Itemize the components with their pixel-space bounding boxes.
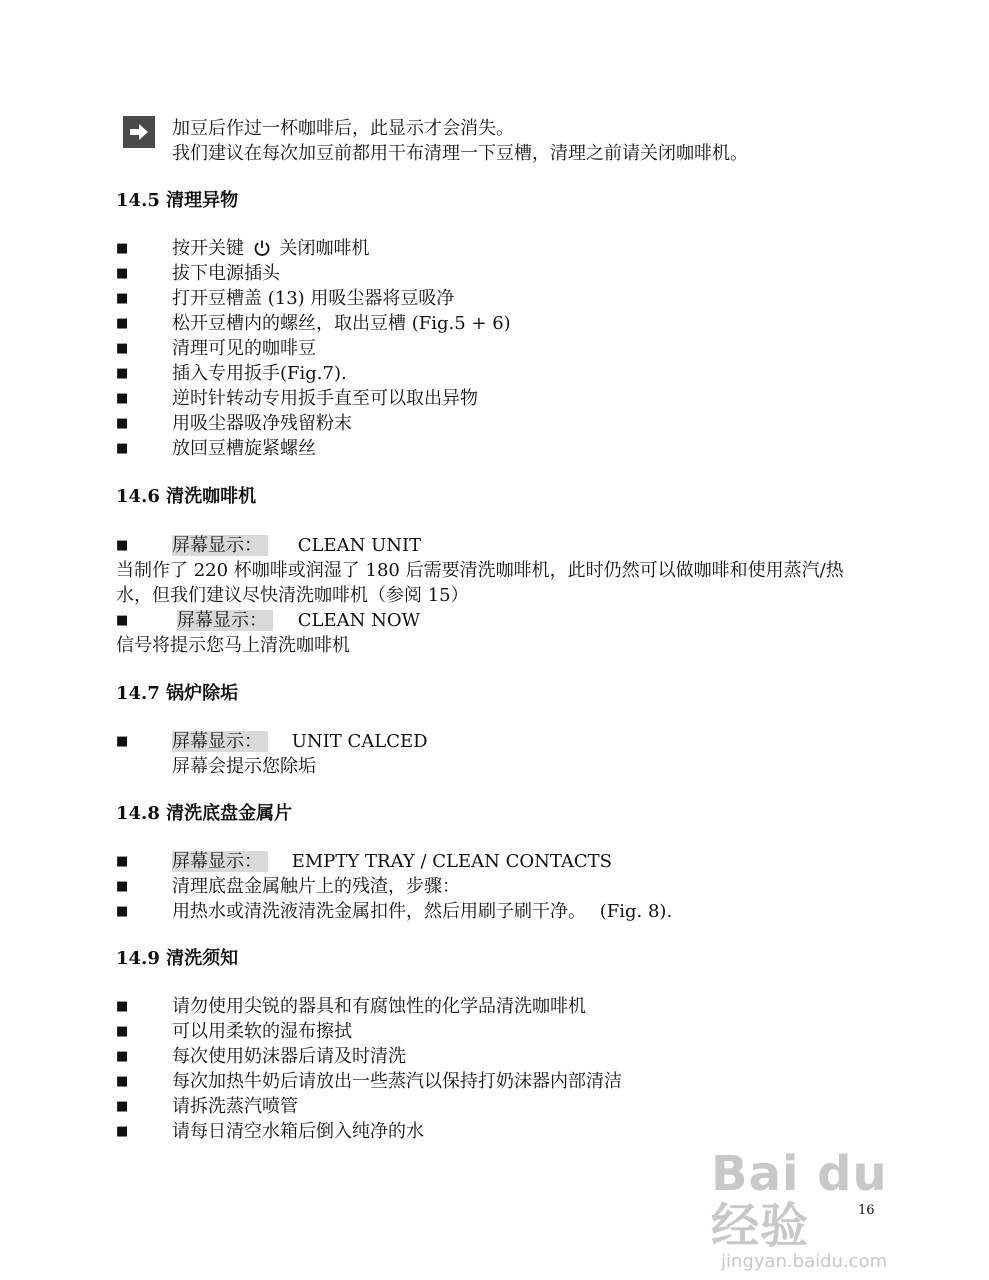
bullet: ■ [116, 341, 129, 356]
list-item: 清理可见的咖啡豆 [172, 338, 316, 359]
arrow-right-icon-svg [128, 121, 150, 143]
heading-14-7: 14.7 锅炉除垢 [116, 683, 239, 704]
display-line [172, 533, 421, 558]
list-item: 请拆洗蒸汽喷管 [172, 1096, 298, 1117]
list-item: 清理底盘金属触片上的残渣，步骤： [172, 876, 460, 897]
note-line-2: 我们建议在每次加豆前都用干布清理一下豆槽，清理之前请关闭咖啡机。 [172, 143, 748, 164]
list-item [172, 236, 369, 264]
bullet: ■ [116, 734, 129, 749]
page-number: 16 [858, 1203, 875, 1218]
bullet: ■ [116, 854, 129, 869]
bullet: ■ [116, 1049, 129, 1064]
display-label: 屏幕显示： [172, 731, 268, 752]
watermark [711, 1146, 931, 1272]
list-item: 每次加热牛奶后请放出一些蒸汽以保持打奶沫器内部清洁 [172, 1071, 622, 1092]
bullet: ■ [116, 879, 129, 894]
list-item: 每次使用奶沫器后请及时清洗 [172, 1046, 406, 1067]
list-item: 请每日清空水箱后倒入纯净的水 [172, 1121, 424, 1142]
list-item: 用吸尘器吸净残留粉末 [172, 413, 352, 434]
list-item [172, 899, 672, 924]
figure-reference: (Fig. 8) [599, 901, 667, 922]
list-item: 可以用柔软的湿布擦拭 [172, 1021, 352, 1042]
display-label: 屏幕显示： [172, 535, 268, 556]
bullet: ■ [116, 1074, 129, 1089]
display-value: CLEAN NOW [297, 610, 421, 631]
display-value: EMPTY TRAY / CLEAN CONTACTS [291, 851, 612, 872]
list-item: 请勿使用尖锐的器具和有腐蚀性的化学品清洗咖啡机 [172, 996, 586, 1017]
bullet: ■ [116, 241, 129, 256]
display-label: 屏幕显示： [177, 610, 273, 631]
bullet: ■ [116, 538, 129, 553]
display-note: 屏幕会提示您除垢 [172, 756, 316, 777]
bullet: ■ [116, 366, 129, 381]
list-item: 打开豆槽盖 (13) 用吸尘器将豆吸净 [172, 288, 455, 309]
bullet: ■ [116, 1099, 129, 1114]
heading-14-8: 14.8 清洗底盘金属片 [116, 803, 293, 824]
bullet: ■ [116, 291, 129, 306]
list-item: 拔下电源插头 [172, 263, 280, 284]
display-value: CLEAN UNIT [297, 535, 422, 556]
watermark-logo: Bai du 经验 [711, 1146, 888, 1254]
bullet: ■ [116, 416, 129, 431]
bullet: ■ [116, 999, 129, 1014]
list-item: 逆时针转动专用扳手直至可以取出异物 [172, 388, 478, 409]
item-text-pre: 按开关键 [172, 238, 244, 259]
paragraph-line-2: 水，但我们建议尽快清洗咖啡机（参阅 15） [116, 585, 469, 606]
display-line [172, 729, 428, 754]
bullet: ■ [116, 316, 129, 331]
watermark-url: jingyan.baidu.com [721, 1251, 888, 1272]
display-line [172, 849, 612, 874]
bullet: ■ [116, 1124, 129, 1139]
heading-14-6: 14.6 清洗咖啡机 [116, 486, 257, 507]
item-text: 用热水或清洗液清洗金属扣件，然后用刷子刷干净。 [172, 901, 586, 922]
list-item: 放回豆槽旋紧螺丝 [172, 438, 316, 459]
bullet: ■ [116, 904, 129, 919]
note-line-1: 加豆后作过一杯咖啡后，此显示才会消失。 [172, 118, 514, 139]
bullet: ■ [116, 1024, 129, 1039]
bullet: ■ [116, 613, 129, 628]
paragraph-line-1: 当制作了 220 杯咖啡或润湿了 180 后需要清洗咖啡机，此时仍然可以做咖啡和使用蒸汽/热 [116, 560, 844, 581]
item-text-post: 关闭咖啡机 [279, 238, 370, 259]
list-item: 插入专用扳手(Fig.7). [172, 363, 347, 384]
display-value: UNIT CALCED [291, 731, 428, 752]
item-text-end: . [666, 901, 673, 922]
display-line [177, 608, 420, 633]
bullet: ■ [116, 266, 129, 281]
list-item: 松开豆槽内的螺丝，取出豆槽 (Fig.5 + 6) [172, 313, 511, 334]
paragraph-line: 信号将提示您马上清洗咖啡机 [116, 635, 350, 656]
bullet: ■ [116, 391, 129, 406]
bullet: ■ [116, 441, 129, 456]
heading-14-9: 14.9 清洗须知 [116, 948, 239, 969]
arrow-right-icon [123, 116, 155, 148]
heading-14-5: 14.5 清理异物 [116, 190, 239, 211]
display-label: 屏幕显示： [172, 851, 268, 872]
